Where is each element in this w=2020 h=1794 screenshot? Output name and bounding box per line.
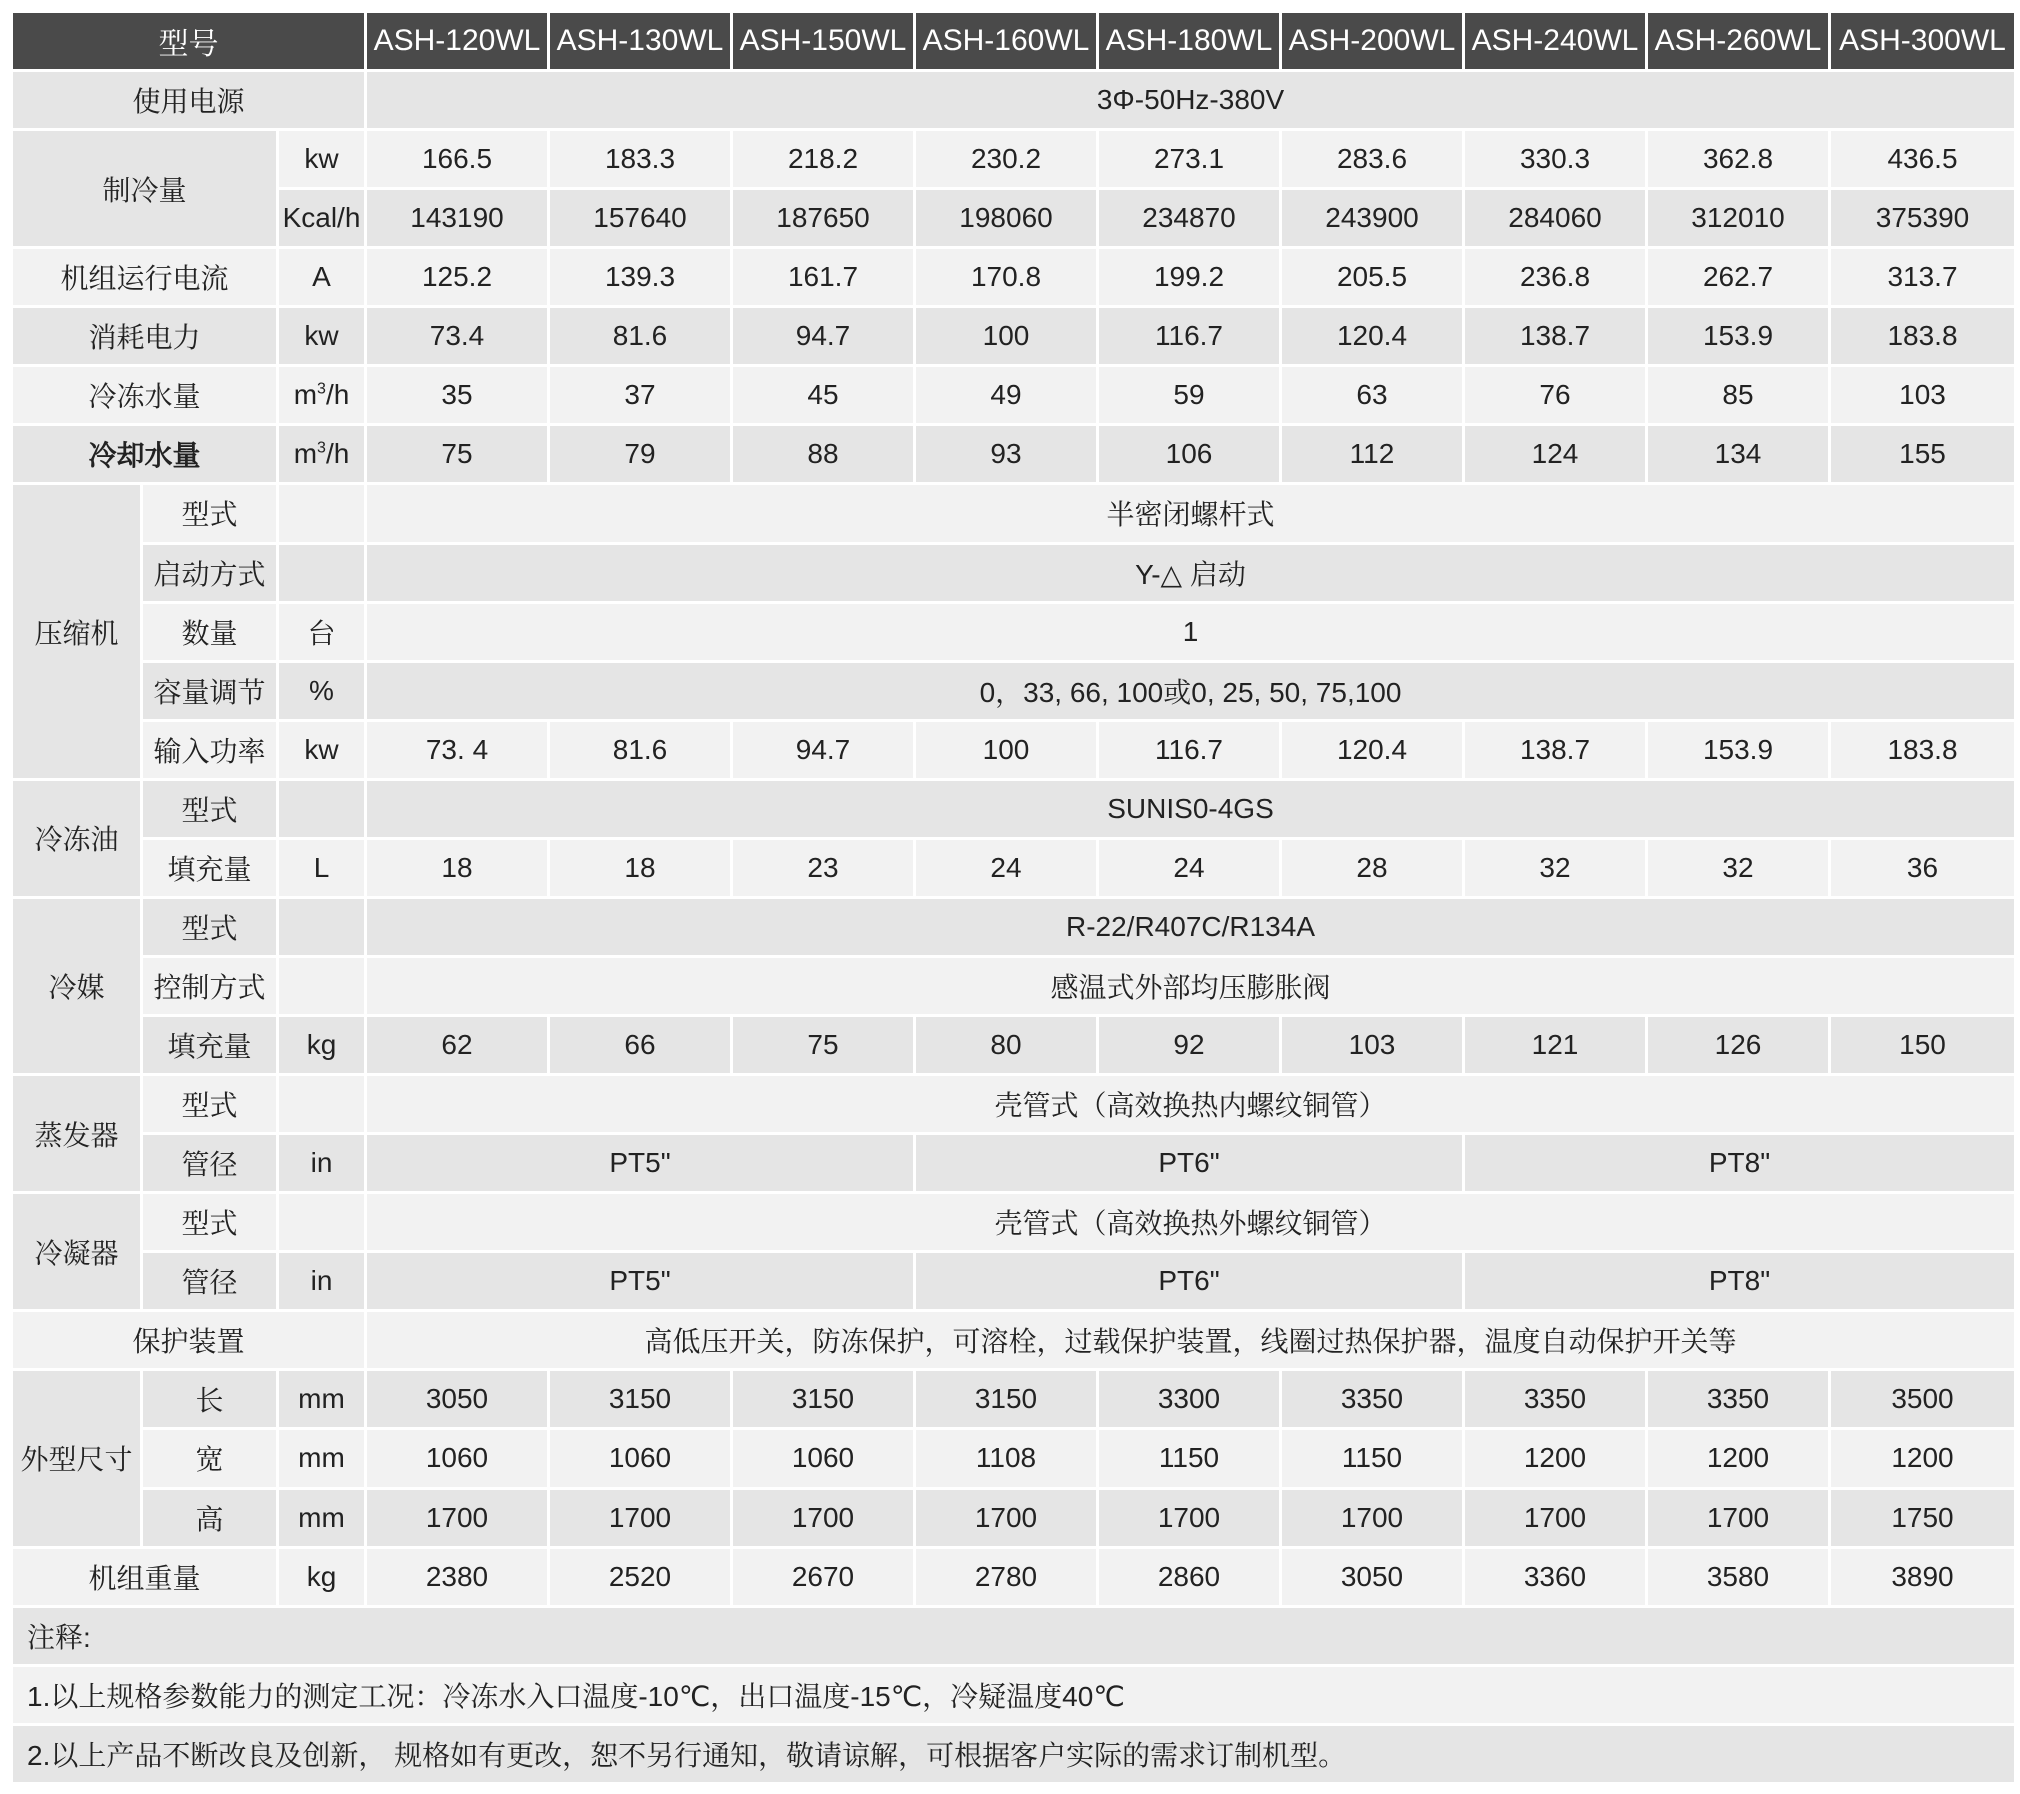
model-name: ASH-160WL	[915, 12, 1098, 71]
value-cell: 81.6	[549, 720, 732, 779]
unit-cell: mm	[278, 1488, 366, 1547]
value-cell: 28	[1281, 838, 1464, 897]
spec-table	[10, 10, 2017, 1785]
value-cell: 153.9	[1647, 720, 1830, 779]
compressor-qty-row	[12, 602, 2016, 661]
refrigerant-type-row	[12, 897, 2016, 956]
value-cell: 1700	[1647, 1488, 1830, 1547]
value-cell: 1700	[915, 1488, 1098, 1547]
value-cell: 2860	[1098, 1547, 1281, 1606]
value-cell: 205.5	[1281, 248, 1464, 307]
value-cell: 262.7	[1647, 248, 1830, 307]
unit-cell: mm	[278, 1370, 366, 1429]
model-header-label: 型号	[12, 12, 366, 71]
sub-label: 输入功率	[142, 720, 278, 779]
unit-sup: 3	[317, 440, 326, 458]
value-cell: 183.3	[549, 130, 732, 189]
value-cell: 24	[1098, 838, 1281, 897]
row-label: 消耗电力	[12, 307, 278, 366]
model-name: ASH-180WL	[1098, 12, 1281, 71]
unit-sup: 3	[317, 381, 326, 399]
sub-label: 高	[142, 1488, 278, 1547]
value-cell: 3050	[366, 1370, 549, 1429]
value-cell: 1150	[1281, 1429, 1464, 1488]
value-cell: 32	[1464, 838, 1647, 897]
value-cell: 139.3	[549, 248, 732, 307]
unit-base: m	[293, 379, 318, 411]
sub-label: 型式	[142, 779, 278, 838]
value-cell: 1200	[1647, 1429, 1830, 1488]
value-cell: 120.4	[1281, 307, 1464, 366]
sub-label: 数量	[142, 602, 278, 661]
value-cell: 1700	[732, 1488, 915, 1547]
value-cell: 59	[1098, 366, 1281, 425]
value-cell: 1060	[549, 1429, 732, 1488]
unit-cell: 台	[278, 602, 366, 661]
value-cell: 3150	[732, 1370, 915, 1429]
value-cell: 234870	[1098, 189, 1281, 248]
value-cell: 35	[366, 366, 549, 425]
note-text: 1.以上规格参数能力的测定工况：冷冻水入口温度-10℃，出口温度-15℃，冷疑温度40℃	[12, 1665, 2016, 1724]
cooling-kw-row	[12, 130, 2016, 189]
row-label: 保护装置	[12, 1311, 366, 1370]
model-name: ASH-130WL	[549, 12, 732, 71]
model-name: ASH-300WL	[1830, 12, 2016, 71]
unit-base: m	[293, 438, 318, 470]
value-cell: 284060	[1464, 189, 1647, 248]
value-cell: 187650	[732, 189, 915, 248]
protection-row	[12, 1311, 2016, 1370]
sub-label: 填充量	[142, 1016, 278, 1075]
value-cell: 75	[366, 425, 549, 484]
sub-label: 宽	[142, 1429, 278, 1488]
sub-label: 长	[142, 1370, 278, 1429]
value-cell: 183.8	[1830, 720, 2016, 779]
evaporator-type-row	[12, 1075, 2016, 1134]
note-text: 2.以上产品不断改良及创新， 规格如有更改，恕不另行通知，敬请谅解，可根据客户实际的需求订制机型。	[12, 1724, 2016, 1783]
unit-cell: in	[278, 1134, 366, 1193]
value-cell: 1200	[1464, 1429, 1647, 1488]
value-cell: 1060	[732, 1429, 915, 1488]
value-cell: 198060	[915, 189, 1098, 248]
value-cell: 3350	[1281, 1370, 1464, 1429]
value-cell: 23	[732, 838, 915, 897]
notes-title: 注释:	[12, 1606, 2016, 1665]
value-cell: 313.7	[1830, 248, 2016, 307]
refrigerant-control-row	[12, 956, 2016, 1015]
value-cell: 243900	[1281, 189, 1464, 248]
value-cell: 236.8	[1464, 248, 1647, 307]
pipe-value: PT6"	[915, 1252, 1464, 1311]
dimension-length-row	[12, 1370, 2016, 1429]
merged-value: 高低压开关，防冻保护，可溶栓，过载保护装置，线圈过热保护器，温度自动保护开关等	[366, 1311, 2016, 1370]
dimension-width-row	[12, 1429, 2016, 1488]
condenser-pipe-row	[12, 1252, 2016, 1311]
value-cell: 230.2	[915, 130, 1098, 189]
merged-value: 壳管式（高效换热内螺纹铜管）	[366, 1075, 2016, 1134]
model-name: ASH-200WL	[1281, 12, 1464, 71]
model-name: ASH-150WL	[732, 12, 915, 71]
value-cell: 3360	[1464, 1547, 1647, 1606]
unit-cell: kg	[278, 1016, 366, 1075]
row-label: 冷却水量	[12, 425, 278, 484]
pipe-value: PT8"	[1464, 1134, 2016, 1193]
value-cell: 79	[549, 425, 732, 484]
row-label: 冷冻水量	[12, 366, 278, 425]
value-cell: 362.8	[1647, 130, 1830, 189]
unit-cell	[278, 484, 366, 543]
cooling-water-row	[12, 425, 2016, 484]
value-cell: 218.2	[732, 130, 915, 189]
value-cell: 375390	[1830, 189, 2016, 248]
value-cell: 170.8	[915, 248, 1098, 307]
unit-suffix: /h	[325, 379, 350, 411]
cooling-kcal-row	[12, 189, 2016, 248]
group-label: 冷凝器	[12, 1193, 142, 1311]
group-label: 压缩机	[12, 484, 142, 779]
unit-cell	[278, 779, 366, 838]
value-cell: 94.7	[732, 307, 915, 366]
compressor-type-row	[12, 484, 2016, 543]
merged-value: 半密闭螺杆式	[366, 484, 2016, 543]
model-name: ASH-120WL	[366, 12, 549, 71]
value-cell: 3300	[1098, 1370, 1281, 1429]
sub-label: 型式	[142, 484, 278, 543]
unit-cell	[278, 956, 366, 1015]
value-cell: 120.4	[1281, 720, 1464, 779]
unit-cell	[278, 897, 366, 956]
unit-suffix: /h	[325, 438, 350, 470]
value-cell: 3500	[1830, 1370, 2016, 1429]
group-label: 蒸发器	[12, 1075, 142, 1193]
evaporator-pipe-row	[12, 1134, 2016, 1193]
value-cell: 124	[1464, 425, 1647, 484]
value-cell: 32	[1647, 838, 1830, 897]
sub-label: 管径	[142, 1252, 278, 1311]
merged-value: 3Φ-50Hz-380V	[366, 71, 2016, 130]
value-cell: 166.5	[366, 130, 549, 189]
value-cell: 199.2	[1098, 248, 1281, 307]
value-cell: 155	[1830, 425, 2016, 484]
merged-value: 壳管式（高效换热外螺纹铜管）	[366, 1193, 2016, 1252]
value-cell: 75	[732, 1016, 915, 1075]
value-cell: 100	[915, 307, 1098, 366]
value-cell: 1750	[1830, 1488, 2016, 1547]
value-cell: 93	[915, 425, 1098, 484]
row-label: 使用电源	[12, 71, 366, 130]
sub-label: 管径	[142, 1134, 278, 1193]
value-cell: 18	[366, 838, 549, 897]
note-row	[12, 1665, 2016, 1724]
value-cell: 273.1	[1098, 130, 1281, 189]
value-cell: 3050	[1281, 1547, 1464, 1606]
value-cell: 92	[1098, 1016, 1281, 1075]
value-cell: 312010	[1647, 189, 1830, 248]
oil-fill-row	[12, 838, 2016, 897]
note-row	[12, 1724, 2016, 1783]
value-cell: 85	[1647, 366, 1830, 425]
oil-type-row	[12, 779, 2016, 838]
value-cell: 3350	[1464, 1370, 1647, 1429]
value-cell: 1700	[1464, 1488, 1647, 1547]
value-cell: 1150	[1098, 1429, 1281, 1488]
row-label: 机组重量	[12, 1547, 278, 1606]
value-cell: 3580	[1647, 1547, 1830, 1606]
consumption-row	[12, 307, 2016, 366]
value-cell: 18	[549, 838, 732, 897]
weight-row	[12, 1547, 2016, 1606]
unit-cell	[278, 1075, 366, 1134]
value-cell: 1060	[366, 1429, 549, 1488]
unit-cell	[278, 425, 366, 484]
value-cell: 1108	[915, 1429, 1098, 1488]
pipe-value: PT6"	[915, 1134, 1464, 1193]
value-cell: 80	[915, 1016, 1098, 1075]
value-cell: 24	[915, 838, 1098, 897]
value-cell: 283.6	[1281, 130, 1464, 189]
chilled-water-row	[12, 366, 2016, 425]
unit-cell	[278, 366, 366, 425]
group-label: 外型尺寸	[12, 1370, 142, 1547]
unit-cell: kw	[278, 130, 366, 189]
value-cell: 1700	[366, 1488, 549, 1547]
sub-label: 控制方式	[142, 956, 278, 1015]
unit-cell: Kcal/h	[278, 189, 366, 248]
condenser-type-row	[12, 1193, 2016, 1252]
value-cell: 103	[1281, 1016, 1464, 1075]
group-label: 冷冻油	[12, 779, 142, 897]
value-cell: 94.7	[732, 720, 915, 779]
value-cell: 125.2	[366, 248, 549, 307]
value-cell: 121	[1464, 1016, 1647, 1075]
sub-label: 型式	[142, 1075, 278, 1134]
merged-value: R-22/R407C/R134A	[366, 897, 2016, 956]
power-row	[12, 71, 2016, 130]
value-cell: 2780	[915, 1547, 1098, 1606]
value-cell: 134	[1647, 425, 1830, 484]
value-cell: 3150	[915, 1370, 1098, 1429]
current-row	[12, 248, 2016, 307]
value-cell: 66	[549, 1016, 732, 1075]
value-cell: 126	[1647, 1016, 1830, 1075]
row-label: 制冷量	[12, 130, 278, 248]
value-cell: 436.5	[1830, 130, 2016, 189]
model-name: ASH-260WL	[1647, 12, 1830, 71]
sub-label: 型式	[142, 897, 278, 956]
value-cell: 1700	[1281, 1488, 1464, 1547]
compressor-start-row	[12, 543, 2016, 602]
value-cell: 88	[732, 425, 915, 484]
value-cell: 3890	[1830, 1547, 2016, 1606]
sub-label: 启动方式	[142, 543, 278, 602]
model-name: ASH-240WL	[1464, 12, 1647, 71]
value-cell: 1700	[549, 1488, 732, 1547]
compressor-capacity-row	[12, 661, 2016, 720]
value-cell: 1700	[1098, 1488, 1281, 1547]
value-cell: 3150	[549, 1370, 732, 1429]
pipe-value: PT5"	[366, 1134, 915, 1193]
value-cell: 36	[1830, 838, 2016, 897]
value-cell: 2670	[732, 1547, 915, 1606]
value-cell: 76	[1464, 366, 1647, 425]
unit-cell: kw	[278, 720, 366, 779]
unit-cell: L	[278, 838, 366, 897]
merged-value: 0，33, 66, 100或0, 25, 50, 75,100	[366, 661, 2016, 720]
value-cell: 49	[915, 366, 1098, 425]
value-cell: 73.4	[366, 307, 549, 366]
unit-cell: A	[278, 248, 366, 307]
sub-label: 型式	[142, 1193, 278, 1252]
unit-cell	[278, 1193, 366, 1252]
merged-value: 1	[366, 602, 2016, 661]
compressor-input-row	[12, 720, 2016, 779]
unit-cell	[278, 543, 366, 602]
value-cell: 138.7	[1464, 307, 1647, 366]
value-cell: 1200	[1830, 1429, 2016, 1488]
value-cell: 106	[1098, 425, 1281, 484]
unit-cell: kg	[278, 1547, 366, 1606]
notes-title-row	[12, 1606, 2016, 1665]
merged-value: Y-△ 启动	[366, 543, 2016, 602]
value-cell: 116.7	[1098, 720, 1281, 779]
value-cell: 103	[1830, 366, 2016, 425]
value-cell: 153.9	[1647, 307, 1830, 366]
value-cell: 157640	[549, 189, 732, 248]
pipe-value: PT5"	[366, 1252, 915, 1311]
unit-cell: in	[278, 1252, 366, 1311]
value-cell: 143190	[366, 189, 549, 248]
merged-value: SUNIS0-4GS	[366, 779, 2016, 838]
value-cell: 161.7	[732, 248, 915, 307]
value-cell: 116.7	[1098, 307, 1281, 366]
value-cell: 112	[1281, 425, 1464, 484]
value-cell: 3350	[1647, 1370, 1830, 1429]
unit-cell: %	[278, 661, 366, 720]
value-cell: 81.6	[549, 307, 732, 366]
value-cell: 183.8	[1830, 307, 2016, 366]
row-label: 机组运行电流	[12, 248, 278, 307]
unit-cell: kw	[278, 307, 366, 366]
value-cell: 150	[1830, 1016, 2016, 1075]
refrigerant-fill-row	[12, 1016, 2016, 1075]
value-cell: 2520	[549, 1547, 732, 1606]
value-cell: 37	[549, 366, 732, 425]
value-cell: 2380	[366, 1547, 549, 1606]
header-row	[12, 12, 2016, 71]
value-cell: 73. 4	[366, 720, 549, 779]
sub-label: 容量调节	[142, 661, 278, 720]
value-cell: 63	[1281, 366, 1464, 425]
group-label: 冷媒	[12, 897, 142, 1074]
value-cell: 45	[732, 366, 915, 425]
value-cell: 330.3	[1464, 130, 1647, 189]
pipe-value: PT8"	[1464, 1252, 2016, 1311]
value-cell: 138.7	[1464, 720, 1647, 779]
dimension-height-row	[12, 1488, 2016, 1547]
sub-label: 填充量	[142, 838, 278, 897]
merged-value: 感温式外部均压膨胀阀	[366, 956, 2016, 1015]
unit-cell: mm	[278, 1429, 366, 1488]
value-cell: 62	[366, 1016, 549, 1075]
value-cell: 100	[915, 720, 1098, 779]
